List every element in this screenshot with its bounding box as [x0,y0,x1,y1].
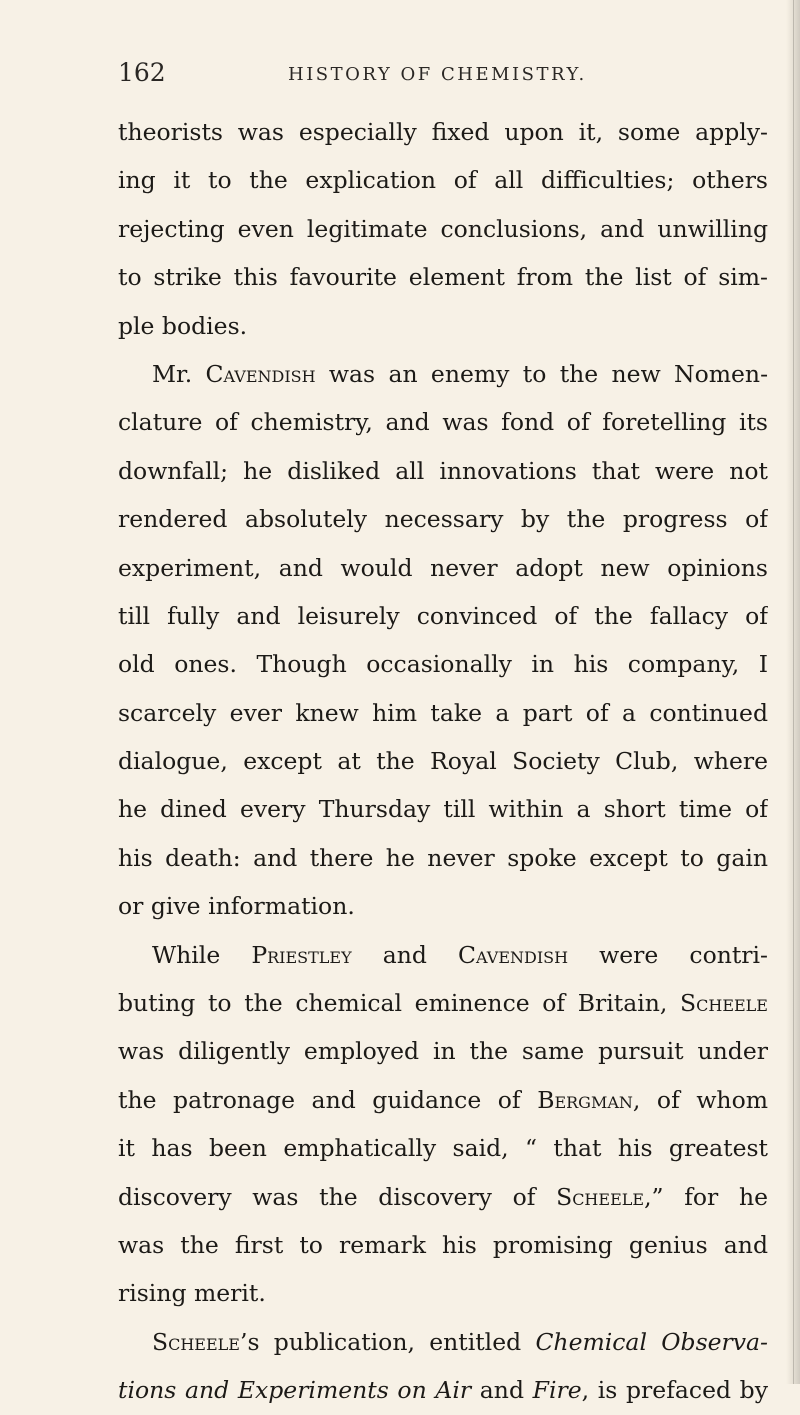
text-line: rejecting even legitimate conclusions, and unwilling [118,214,768,243]
text-line: he dined every Thursday till within a short time of [118,795,768,824]
person-name: Scheele [556,1182,645,1211]
text-line: scarcely ever knew him take a part of a continued [118,698,768,727]
text-line: clature of chemistry, and was fond of foretelling its [118,408,768,437]
text-line: was diligently employed in the same pursuit under [118,1037,768,1066]
text-line: dialogue, except at the Royal Society Club, where [118,747,768,776]
paragraph-start-line: Scheele’s publication, entitled Chemical Observa- [152,1327,768,1356]
paragraph-start-line: Mr. Cavendish was an enemy to the new Nomen- [152,359,768,388]
body-text [118,108,768,1415]
text-line: ple bodies. [118,311,248,340]
person-name: Cavendish [458,940,569,969]
text-line: rising merit. [118,1279,266,1308]
text-line: till fully and leisurely convinced of the fallacy of [118,601,768,630]
paragraph-start-line: While Priestley and Cavendish were contri- [152,940,768,969]
running-head: HISTORY OF CHEMISTRY. [288,64,587,85]
page-header [118,58,710,98]
text-line: rendered absolutely necessary by the progress of [118,505,768,534]
text-line: downfall; he disliked all innovations that were not [118,456,768,485]
text-line: was the first to remark his promising genius and [118,1230,768,1259]
text-line: experiment, and would never adopt new opinions [118,553,768,582]
book-title: tions and Experiments on Air [118,1376,472,1405]
text-line: the patronage and guidance of Bergman, of whom [118,1085,768,1114]
text-line: it has been emphatically said, “ that his greatest [118,1134,768,1163]
person-name: Scheele [152,1327,240,1356]
book-title: Chemical Observa- [535,1327,768,1356]
text-line: or give information. [118,892,355,921]
text-line: ing it to the explication of all difficulties; others [118,166,768,195]
book-title: Fire [532,1376,582,1405]
person-name: Scheele [680,989,768,1018]
text-line: theorists was especially fixed upon it, some apply- [118,118,768,146]
person-name: Bergman [537,1085,633,1114]
text-line: old ones. Though occasionally in his company, I [118,650,768,679]
text-line: buting to the chemical eminence of Britain, Scheele [118,989,768,1018]
page-edge [793,0,794,1384]
text-line: his death: and there he never spoke except to gain [118,843,768,872]
person-name: Cavendish [205,359,316,388]
person-name: Priestley [251,940,352,969]
text-line: discovery was the discovery of Scheele,” for he [118,1182,768,1211]
text-line: to strike this favourite element from the list of sim- [118,263,768,292]
text-line: tions and Experiments on Air and Fire, is prefaced by [118,1376,768,1405]
page-number: 162 [118,58,166,87]
